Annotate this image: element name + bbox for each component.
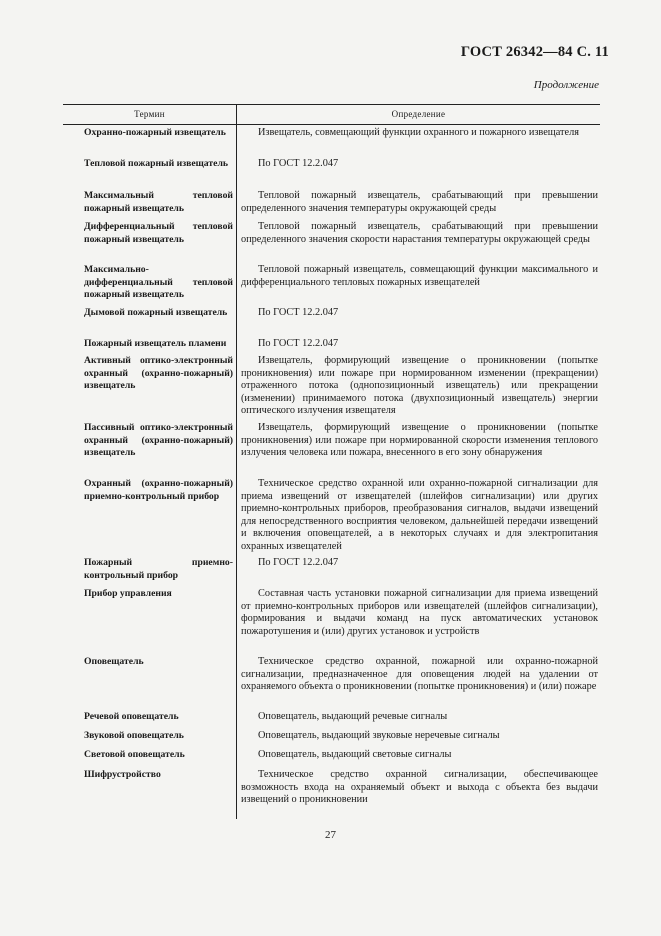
term-cell: Дифференциальный тепловой пожарный извещатель bbox=[84, 221, 233, 245]
term-cell: Охранно-пожарный извещатель bbox=[84, 127, 226, 138]
term-cell: Звуковой оповещатель bbox=[84, 730, 184, 741]
term-cell: Дымовой пожарный извещатель bbox=[84, 307, 228, 318]
definition-cell: По ГОСТ 12.2.047 bbox=[258, 557, 339, 568]
definition-cell: По ГОСТ 12.2.047 bbox=[258, 158, 339, 169]
term-cell: Световой оповещатель bbox=[84, 749, 185, 760]
definition-cell: Тепловой пожарный извещатель, срабатывающий при превышении определенного значения температуры окружающей среды bbox=[241, 190, 598, 214]
table-top-rule bbox=[63, 104, 600, 105]
column-header-definition: Определение bbox=[391, 109, 446, 119]
definition-cell: Составная часть установки пожарной сигнализации для приема извещений от приемно-контрольных приборов или извещателей (шлейфов сигнализации), формирования и выдачи команд на пуск автоматических установок пожаротушения и (или) других установок и устройств bbox=[241, 588, 598, 637]
definition-cell: Извещатель, формирующий извещение о проникновении (попытке проникновения) или пожаре при нормированном изменении (прекращении) отраженного потока (однопозиционный извещатель) или прекращении (изменении) принимаемого потока (двухпозиционный извещатель) энергии оптического излучения извещателя bbox=[241, 355, 598, 417]
term-cell: Максимальный тепловой пожарный извещатель bbox=[84, 190, 233, 214]
column-header-term: Термин bbox=[134, 109, 165, 119]
term-cell: Максимально-дифференциальный тепловой пожарный извещатель bbox=[84, 264, 233, 301]
page-number: 27 bbox=[325, 829, 336, 841]
term-cell: Пожарный приемно-контрольный прибор bbox=[84, 557, 233, 581]
term-cell: Шифрустройство bbox=[84, 769, 161, 780]
term-cell: Оповещатель bbox=[84, 656, 144, 667]
term-cell: Речевой оповещатель bbox=[84, 711, 179, 722]
definition-cell: Извещатель, совмещающий функции охранного и пожарного извещателя bbox=[258, 127, 579, 138]
table-header-rule bbox=[63, 124, 600, 125]
term-cell: Пожарный извещатель пламени bbox=[84, 338, 227, 349]
term-cell: Охранный (охранно-пожарный) приемно-контрольный прибор bbox=[84, 478, 233, 502]
definition-cell: Техническое средство охранной, пожарной или охранно-пожарной сигнализации, предназначенное для оповещения людей на удалении от охраняемого объекта о проникновении (попытке проникновения) и (или) пожаре bbox=[241, 656, 598, 693]
definition-cell: Извещатель, формирующий извещение о проникновении (попытке проникновения) или пожаре при нормированной скорости изменения теплового излучения человека или пожара, внесенного в его зону обнаружения bbox=[241, 422, 598, 459]
definition-cell: Оповещатель, выдающий световые сигналы bbox=[258, 749, 452, 760]
definition-cell: Техническое средство охранной сигнализации, обеспечивающее возможность входа на охраняемый объект и выхода с объекта без выдачи извещений о проникновении bbox=[241, 769, 598, 806]
table-column-divider bbox=[236, 104, 237, 819]
term-cell: Прибор управления bbox=[84, 588, 172, 599]
definition-cell: По ГОСТ 12.2.047 bbox=[258, 338, 339, 349]
continuation-label: Продолжение bbox=[533, 79, 599, 91]
term-cell: Пассивный оптико-электронный охранный (охранно-пожарный) извещатель bbox=[84, 422, 233, 459]
definition-cell: Оповещатель, выдающий речевые сигналы bbox=[258, 711, 448, 722]
page-header-standard: ГОСТ 26342—84 С. 11 bbox=[460, 44, 609, 60]
term-cell: Активный оптико-электронный охранный (охранно-пожарный) извещатель bbox=[84, 355, 233, 392]
definition-cell: Тепловой пожарный извещатель, срабатывающий при превышении определенного значения скорости нарастания температуры окружающей среды bbox=[241, 221, 598, 245]
term-cell: Тепловой пожарный извещатель bbox=[84, 158, 229, 169]
definition-cell: Тепловой пожарный извещатель, совмещающий функции максимального и дифференциального тепловых пожарных извещателей bbox=[241, 264, 598, 288]
definition-cell: Техническое средство охранной или охранно-пожарной сигнализации для приема извещений от извещателей (шлейфов сигнализации) или других приемно-контрольных приборов, преобразования сигналов, выдачи извещений для непосредственного восприятия человеком, дальнейшей передачи извещений и включения оповещателей, а в некоторых случаях и для электропитания охранных извещателей bbox=[241, 478, 598, 552]
definition-cell: Оповещатель, выдающий звуковые неречевые сигналы bbox=[258, 730, 500, 741]
definition-cell: По ГОСТ 12.2.047 bbox=[258, 307, 339, 318]
